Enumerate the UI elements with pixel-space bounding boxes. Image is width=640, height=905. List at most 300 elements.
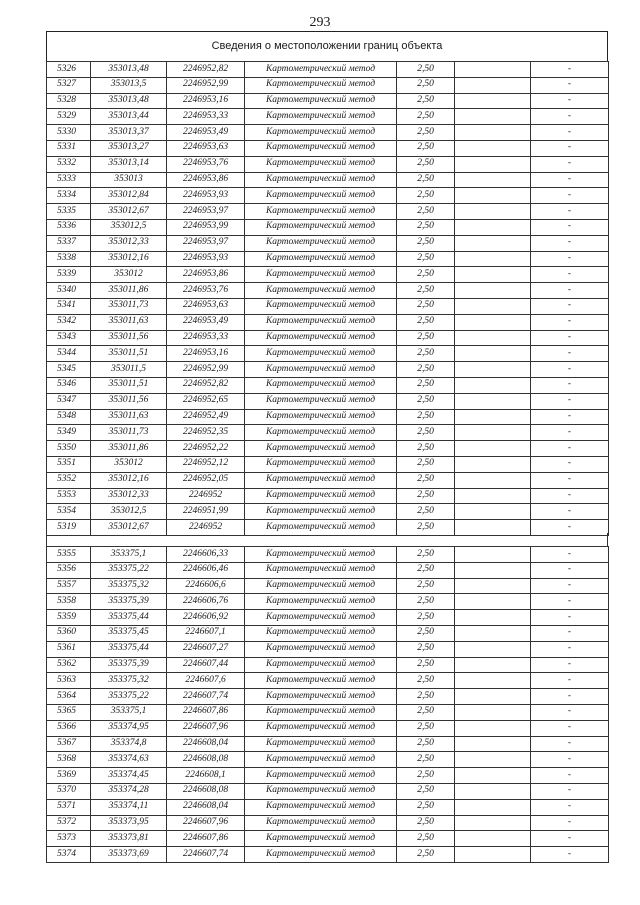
page-number: 293 bbox=[309, 15, 331, 30]
description-cell: - bbox=[531, 219, 609, 235]
method-cell: Картометрический метод bbox=[245, 783, 397, 799]
y-coordinate-cell: 2246952,99 bbox=[167, 77, 245, 93]
description-cell: - bbox=[531, 641, 609, 657]
method-cell: Картометрический метод bbox=[245, 720, 397, 736]
method-cell: Картометрический метод bbox=[245, 109, 397, 125]
method-cell: Картометрический метод bbox=[245, 267, 397, 283]
extra-cell bbox=[455, 831, 531, 847]
method-cell: Картометрический метод bbox=[245, 362, 397, 378]
point-number-cell: 5355 bbox=[47, 547, 91, 563]
extra-cell bbox=[455, 251, 531, 267]
point-number-cell: 5365 bbox=[47, 704, 91, 720]
method-cell: Картометрический метод bbox=[245, 377, 397, 393]
coordinates-table-block-1 bbox=[46, 61, 609, 536]
table-row bbox=[47, 625, 609, 641]
accuracy-cell: 2,50 bbox=[397, 219, 455, 235]
x-coordinate-cell: 353374,95 bbox=[91, 720, 167, 736]
point-number-cell: 5368 bbox=[47, 752, 91, 768]
point-number-cell: 5335 bbox=[47, 204, 91, 220]
point-number-cell: 5345 bbox=[47, 362, 91, 378]
description-cell: - bbox=[531, 235, 609, 251]
method-cell: Картометрический метод bbox=[245, 77, 397, 93]
table-row bbox=[47, 610, 609, 626]
y-coordinate-cell: 2246607,96 bbox=[167, 815, 245, 831]
y-coordinate-cell: 2246608,1 bbox=[167, 768, 245, 784]
table-row bbox=[47, 488, 609, 504]
table-row bbox=[47, 109, 609, 125]
method-cell: Картометрический метод bbox=[245, 140, 397, 156]
table-row bbox=[47, 62, 609, 78]
accuracy-cell: 2,50 bbox=[397, 425, 455, 441]
y-coordinate-cell: 2246953,76 bbox=[167, 283, 245, 299]
table-row bbox=[47, 736, 609, 752]
x-coordinate-cell: 353375,44 bbox=[91, 641, 167, 657]
description-cell: - bbox=[531, 736, 609, 752]
x-coordinate-cell: 353012,67 bbox=[91, 520, 167, 536]
x-coordinate-cell: 353013,48 bbox=[91, 62, 167, 78]
description-cell: - bbox=[531, 547, 609, 563]
description-cell: - bbox=[531, 799, 609, 815]
extra-cell bbox=[455, 188, 531, 204]
point-number-cell: 5357 bbox=[47, 578, 91, 594]
extra-cell bbox=[455, 156, 531, 172]
table-row bbox=[47, 140, 609, 156]
point-number-cell: 5336 bbox=[47, 219, 91, 235]
table-row bbox=[47, 298, 609, 314]
y-coordinate-cell: 2246953,49 bbox=[167, 314, 245, 330]
description-cell: - bbox=[531, 472, 609, 488]
description-cell: - bbox=[531, 188, 609, 204]
method-cell: Картометрический метод bbox=[245, 657, 397, 673]
point-number-cell: 5366 bbox=[47, 720, 91, 736]
y-coordinate-cell: 2246952,05 bbox=[167, 472, 245, 488]
y-coordinate-cell: 2246953,63 bbox=[167, 140, 245, 156]
accuracy-cell: 2,50 bbox=[397, 799, 455, 815]
description-cell: - bbox=[531, 346, 609, 362]
accuracy-cell: 2,50 bbox=[397, 625, 455, 641]
method-cell: Картометрический метод bbox=[245, 425, 397, 441]
point-number-cell: 5356 bbox=[47, 562, 91, 578]
accuracy-cell: 2,50 bbox=[397, 140, 455, 156]
table-row bbox=[47, 235, 609, 251]
description-cell: - bbox=[531, 720, 609, 736]
method-cell: Картометрический метод bbox=[245, 330, 397, 346]
accuracy-cell: 2,50 bbox=[397, 783, 455, 799]
point-number-cell: 5371 bbox=[47, 799, 91, 815]
method-cell: Картометрический метод bbox=[245, 172, 397, 188]
y-coordinate-cell: 2246607,74 bbox=[167, 689, 245, 705]
description-cell: - bbox=[531, 594, 609, 610]
point-number-cell: 5350 bbox=[47, 441, 91, 457]
accuracy-cell: 2,50 bbox=[397, 847, 455, 863]
extra-cell bbox=[455, 783, 531, 799]
y-coordinate-cell: 2246606,46 bbox=[167, 562, 245, 578]
extra-cell bbox=[455, 673, 531, 689]
table-title: Сведения о местоположении границ объекта bbox=[46, 31, 608, 61]
point-number-cell: 5331 bbox=[47, 140, 91, 156]
method-cell: Картометрический метод bbox=[245, 298, 397, 314]
x-coordinate-cell: 353011,56 bbox=[91, 393, 167, 409]
description-cell: - bbox=[531, 125, 609, 141]
point-number-cell: 5330 bbox=[47, 125, 91, 141]
extra-cell bbox=[455, 235, 531, 251]
accuracy-cell: 2,50 bbox=[397, 720, 455, 736]
y-coordinate-cell: 2246606,6 bbox=[167, 578, 245, 594]
extra-cell bbox=[455, 578, 531, 594]
description-cell: - bbox=[531, 562, 609, 578]
table-row bbox=[47, 330, 609, 346]
description-cell: - bbox=[531, 456, 609, 472]
accuracy-cell: 2,50 bbox=[397, 409, 455, 425]
extra-cell bbox=[455, 362, 531, 378]
method-cell: Картометрический метод bbox=[245, 204, 397, 220]
x-coordinate-cell: 353012,67 bbox=[91, 204, 167, 220]
x-coordinate-cell: 353012 bbox=[91, 267, 167, 283]
point-number-cell: 5354 bbox=[47, 504, 91, 520]
point-number-cell: 5327 bbox=[47, 77, 91, 93]
method-cell: Картометрический метод bbox=[245, 520, 397, 536]
point-number-cell: 5342 bbox=[47, 314, 91, 330]
method-cell: Картометрический метод bbox=[245, 847, 397, 863]
description-cell: - bbox=[531, 657, 609, 673]
accuracy-cell: 2,50 bbox=[397, 520, 455, 536]
table-row bbox=[47, 172, 609, 188]
x-coordinate-cell: 353012,16 bbox=[91, 251, 167, 267]
x-coordinate-cell: 353375,32 bbox=[91, 673, 167, 689]
extra-cell bbox=[455, 768, 531, 784]
accuracy-cell: 2,50 bbox=[397, 93, 455, 109]
accuracy-cell: 2,50 bbox=[397, 188, 455, 204]
method-cell: Картометрический метод bbox=[245, 62, 397, 78]
description-cell: - bbox=[531, 77, 609, 93]
accuracy-cell: 2,50 bbox=[397, 377, 455, 393]
point-number-cell: 5319 bbox=[47, 520, 91, 536]
table-row bbox=[47, 504, 609, 520]
point-number-cell: 5362 bbox=[47, 657, 91, 673]
y-coordinate-cell: 2246953,97 bbox=[167, 235, 245, 251]
table-row bbox=[47, 156, 609, 172]
accuracy-cell: 2,50 bbox=[397, 657, 455, 673]
description-cell: - bbox=[531, 610, 609, 626]
table-row bbox=[47, 594, 609, 610]
description-cell: - bbox=[531, 140, 609, 156]
method-cell: Картометрический метод bbox=[245, 251, 397, 267]
accuracy-cell: 2,50 bbox=[397, 547, 455, 563]
x-coordinate-cell: 353012,5 bbox=[91, 219, 167, 235]
method-cell: Картометрический метод bbox=[245, 125, 397, 141]
point-number-cell: 5359 bbox=[47, 610, 91, 626]
table-row bbox=[47, 283, 609, 299]
point-number-cell: 5329 bbox=[47, 109, 91, 125]
x-coordinate-cell: 353012 bbox=[91, 456, 167, 472]
description-cell: - bbox=[531, 93, 609, 109]
extra-cell bbox=[455, 610, 531, 626]
method-cell: Картометрический метод bbox=[245, 219, 397, 235]
method-cell: Картометрический метод bbox=[245, 704, 397, 720]
x-coordinate-cell: 353374,63 bbox=[91, 752, 167, 768]
x-coordinate-cell: 353011,51 bbox=[91, 377, 167, 393]
method-cell: Картометрический метод bbox=[245, 314, 397, 330]
description-cell: - bbox=[531, 172, 609, 188]
table-row bbox=[47, 847, 609, 863]
description-cell: - bbox=[531, 704, 609, 720]
method-cell: Картометрический метод bbox=[245, 441, 397, 457]
method-cell: Картометрический метод bbox=[245, 283, 397, 299]
accuracy-cell: 2,50 bbox=[397, 298, 455, 314]
y-coordinate-cell: 2246952,65 bbox=[167, 393, 245, 409]
description-cell: - bbox=[531, 768, 609, 784]
y-coordinate-cell: 2246607,6 bbox=[167, 673, 245, 689]
description-cell: - bbox=[531, 156, 609, 172]
y-coordinate-cell: 2246606,92 bbox=[167, 610, 245, 626]
extra-cell bbox=[455, 488, 531, 504]
description-cell: - bbox=[531, 330, 609, 346]
description-cell: - bbox=[531, 283, 609, 299]
description-cell: - bbox=[531, 62, 609, 78]
table-row bbox=[47, 188, 609, 204]
accuracy-cell: 2,50 bbox=[397, 768, 455, 784]
point-number-cell: 5344 bbox=[47, 346, 91, 362]
method-cell: Картометрический метод bbox=[245, 799, 397, 815]
accuracy-cell: 2,50 bbox=[397, 488, 455, 504]
extra-cell bbox=[455, 547, 531, 563]
extra-cell bbox=[455, 425, 531, 441]
accuracy-cell: 2,50 bbox=[397, 673, 455, 689]
point-number-cell: 5347 bbox=[47, 393, 91, 409]
point-number-cell: 5328 bbox=[47, 93, 91, 109]
accuracy-cell: 2,50 bbox=[397, 109, 455, 125]
extra-cell bbox=[455, 314, 531, 330]
extra-cell bbox=[455, 657, 531, 673]
y-coordinate-cell: 2246951,99 bbox=[167, 504, 245, 520]
x-coordinate-cell: 353374,8 bbox=[91, 736, 167, 752]
x-coordinate-cell: 353013,27 bbox=[91, 140, 167, 156]
x-coordinate-cell: 353373,95 bbox=[91, 815, 167, 831]
x-coordinate-cell: 353011,73 bbox=[91, 425, 167, 441]
description-cell: - bbox=[531, 504, 609, 520]
method-cell: Картометрический метод bbox=[245, 752, 397, 768]
point-number-cell: 5343 bbox=[47, 330, 91, 346]
table-row bbox=[47, 689, 609, 705]
table-row bbox=[47, 673, 609, 689]
method-cell: Картометрический метод bbox=[245, 562, 397, 578]
accuracy-cell: 2,50 bbox=[397, 156, 455, 172]
extra-cell bbox=[455, 456, 531, 472]
point-number-cell: 5326 bbox=[47, 62, 91, 78]
extra-cell bbox=[455, 298, 531, 314]
x-coordinate-cell: 353013 bbox=[91, 172, 167, 188]
description-cell: - bbox=[531, 783, 609, 799]
extra-cell bbox=[455, 377, 531, 393]
extra-cell bbox=[455, 62, 531, 78]
description-cell: - bbox=[531, 831, 609, 847]
table-row bbox=[47, 547, 609, 563]
accuracy-cell: 2,50 bbox=[397, 62, 455, 78]
y-coordinate-cell: 2246608,04 bbox=[167, 799, 245, 815]
accuracy-cell: 2,50 bbox=[397, 594, 455, 610]
table-row bbox=[47, 752, 609, 768]
extra-cell bbox=[455, 594, 531, 610]
y-coordinate-cell: 2246953,16 bbox=[167, 346, 245, 362]
extra-cell bbox=[455, 172, 531, 188]
extra-cell bbox=[455, 77, 531, 93]
method-cell: Картометрический метод bbox=[245, 547, 397, 563]
extra-cell bbox=[455, 504, 531, 520]
table-row bbox=[47, 409, 609, 425]
accuracy-cell: 2,50 bbox=[397, 472, 455, 488]
table-row bbox=[47, 267, 609, 283]
point-number-cell: 5374 bbox=[47, 847, 91, 863]
table-row bbox=[47, 578, 609, 594]
table-row bbox=[47, 346, 609, 362]
y-coordinate-cell: 2246607,86 bbox=[167, 704, 245, 720]
method-cell: Картометрический метод bbox=[245, 393, 397, 409]
y-coordinate-cell: 2246607,1 bbox=[167, 625, 245, 641]
description-cell: - bbox=[531, 425, 609, 441]
table-row bbox=[47, 204, 609, 220]
x-coordinate-cell: 353374,28 bbox=[91, 783, 167, 799]
y-coordinate-cell: 2246953,93 bbox=[167, 251, 245, 267]
table-row bbox=[47, 562, 609, 578]
point-number-cell: 5341 bbox=[47, 298, 91, 314]
extra-cell bbox=[455, 472, 531, 488]
method-cell: Картометрический метод bbox=[245, 578, 397, 594]
method-cell: Картометрический метод bbox=[245, 504, 397, 520]
x-coordinate-cell: 353375,39 bbox=[91, 594, 167, 610]
accuracy-cell: 2,50 bbox=[397, 362, 455, 378]
description-cell: - bbox=[531, 441, 609, 457]
extra-cell bbox=[455, 689, 531, 705]
extra-cell bbox=[455, 625, 531, 641]
point-number-cell: 5363 bbox=[47, 673, 91, 689]
point-number-cell: 5338 bbox=[47, 251, 91, 267]
x-coordinate-cell: 353375,22 bbox=[91, 689, 167, 705]
description-cell: - bbox=[531, 625, 609, 641]
table-row bbox=[47, 125, 609, 141]
table-row bbox=[47, 815, 609, 831]
table-row bbox=[47, 799, 609, 815]
y-coordinate-cell: 2246953,33 bbox=[167, 330, 245, 346]
method-cell: Картометрический метод bbox=[245, 346, 397, 362]
y-coordinate-cell: 2246607,74 bbox=[167, 847, 245, 863]
description-cell: - bbox=[531, 488, 609, 504]
description-cell: - bbox=[531, 267, 609, 283]
extra-cell bbox=[455, 219, 531, 235]
accuracy-cell: 2,50 bbox=[397, 330, 455, 346]
y-coordinate-cell: 2246952,99 bbox=[167, 362, 245, 378]
method-cell: Картометрический метод bbox=[245, 188, 397, 204]
y-coordinate-cell: 2246953,76 bbox=[167, 156, 245, 172]
y-coordinate-cell: 2246952,35 bbox=[167, 425, 245, 441]
accuracy-cell: 2,50 bbox=[397, 172, 455, 188]
y-coordinate-cell: 2246953,49 bbox=[167, 125, 245, 141]
table-row bbox=[47, 93, 609, 109]
table-row bbox=[47, 641, 609, 657]
accuracy-cell: 2,50 bbox=[397, 125, 455, 141]
table-row bbox=[47, 425, 609, 441]
table-row bbox=[47, 831, 609, 847]
accuracy-cell: 2,50 bbox=[397, 704, 455, 720]
y-coordinate-cell: 2246952 bbox=[167, 488, 245, 504]
extra-cell bbox=[455, 125, 531, 141]
method-cell: Картометрический метод bbox=[245, 815, 397, 831]
accuracy-cell: 2,50 bbox=[397, 610, 455, 626]
extra-cell bbox=[455, 752, 531, 768]
description-cell: - bbox=[531, 298, 609, 314]
method-cell: Картометрический метод bbox=[245, 673, 397, 689]
point-number-cell: 5340 bbox=[47, 283, 91, 299]
y-coordinate-cell: 2246607,86 bbox=[167, 831, 245, 847]
point-number-cell: 5370 bbox=[47, 783, 91, 799]
method-cell: Картометрический метод bbox=[245, 472, 397, 488]
table-row bbox=[47, 720, 609, 736]
extra-cell bbox=[455, 330, 531, 346]
extra-cell bbox=[455, 720, 531, 736]
point-number-cell: 5360 bbox=[47, 625, 91, 641]
x-coordinate-cell: 353375,1 bbox=[91, 704, 167, 720]
description-cell: - bbox=[531, 109, 609, 125]
description-cell: - bbox=[531, 578, 609, 594]
extra-cell bbox=[455, 93, 531, 109]
point-number-cell: 5351 bbox=[47, 456, 91, 472]
point-number-cell: 5333 bbox=[47, 172, 91, 188]
y-coordinate-cell: 2246953,33 bbox=[167, 109, 245, 125]
x-coordinate-cell: 353012,16 bbox=[91, 472, 167, 488]
point-number-cell: 5334 bbox=[47, 188, 91, 204]
extra-cell bbox=[455, 441, 531, 457]
accuracy-cell: 2,50 bbox=[397, 346, 455, 362]
coordinates-table-block-2 bbox=[46, 546, 609, 863]
description-cell: - bbox=[531, 362, 609, 378]
method-cell: Картометрический метод bbox=[245, 93, 397, 109]
method-cell: Картометрический метод bbox=[245, 610, 397, 626]
description-cell: - bbox=[531, 689, 609, 705]
y-coordinate-cell: 2246953,93 bbox=[167, 188, 245, 204]
x-coordinate-cell: 353374,45 bbox=[91, 768, 167, 784]
extra-cell bbox=[455, 641, 531, 657]
accuracy-cell: 2,50 bbox=[397, 456, 455, 472]
description-cell: - bbox=[531, 204, 609, 220]
description-cell: - bbox=[531, 752, 609, 768]
y-coordinate-cell: 2246953,99 bbox=[167, 219, 245, 235]
accuracy-cell: 2,50 bbox=[397, 504, 455, 520]
x-coordinate-cell: 353012,33 bbox=[91, 235, 167, 251]
extra-cell bbox=[455, 204, 531, 220]
extra-cell bbox=[455, 704, 531, 720]
point-number-cell: 5372 bbox=[47, 815, 91, 831]
x-coordinate-cell: 353011,51 bbox=[91, 346, 167, 362]
y-coordinate-cell: 2246953,16 bbox=[167, 93, 245, 109]
method-cell: Картометрический метод bbox=[245, 625, 397, 641]
description-cell: - bbox=[531, 251, 609, 267]
y-coordinate-cell: 2246608,08 bbox=[167, 752, 245, 768]
table-row bbox=[47, 377, 609, 393]
point-number-cell: 5352 bbox=[47, 472, 91, 488]
accuracy-cell: 2,50 bbox=[397, 77, 455, 93]
accuracy-cell: 2,50 bbox=[397, 689, 455, 705]
table-row bbox=[47, 393, 609, 409]
accuracy-cell: 2,50 bbox=[397, 752, 455, 768]
table-row bbox=[47, 77, 609, 93]
description-cell: - bbox=[531, 847, 609, 863]
extra-cell bbox=[455, 562, 531, 578]
description-cell: - bbox=[531, 377, 609, 393]
point-number-cell: 5369 bbox=[47, 768, 91, 784]
extra-cell bbox=[455, 847, 531, 863]
x-coordinate-cell: 353375,44 bbox=[91, 610, 167, 626]
extra-cell bbox=[455, 799, 531, 815]
method-cell: Картометрический метод bbox=[245, 594, 397, 610]
